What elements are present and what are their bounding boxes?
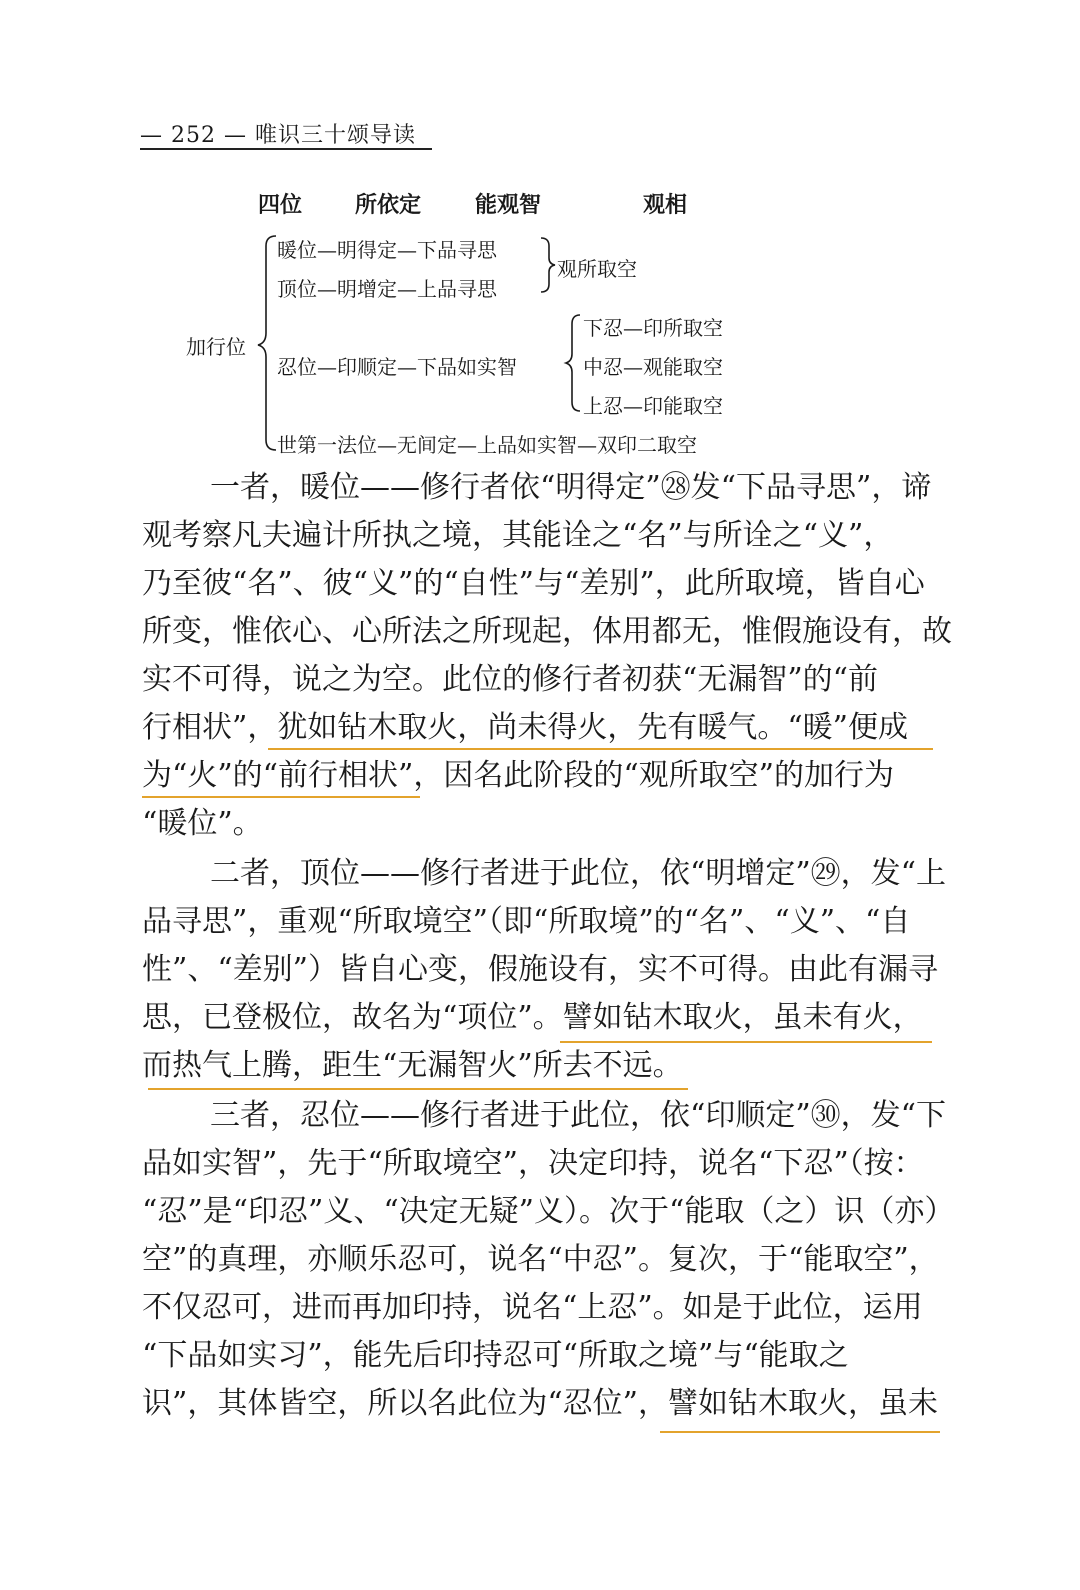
body-line-9: 二者，顶位——修行者进于此位，依“明增定”㉙，发“上 (210, 856, 947, 891)
column-header-wisdom: 能观智 (475, 192, 542, 218)
sub-brace (566, 315, 580, 411)
highlight-underline (560, 1041, 932, 1043)
body-line-8: “暖位”。 (142, 806, 263, 841)
diagram-sub-item-upper: 上忍—印能取空 (583, 394, 723, 418)
diagram-sub-item-middle: 中忍—观能取空 (583, 355, 723, 379)
body-line-14: 三者，忍位——修行者进于此位，依“印顺定”㉚，发“下 (210, 1098, 947, 1133)
diagram-group-label: 观所取空 (557, 257, 637, 281)
body-line-20: 识”，其体皆空，所以名此位为“忍位”，譬如钻木取火，虽未 (142, 1386, 939, 1421)
body-line-7: 为“火”的“前行相状”，因名此阶段的“观所取空”的加行为 (142, 758, 895, 793)
column-header-aspect: 观相 (643, 192, 688, 218)
body-line-4: 所变，惟依心、心所法之所现起，体用都无，惟假施设有，故 (142, 614, 952, 649)
diagram-root-label: 加行位 (186, 335, 246, 359)
body-line-5: 实不可得，说之为空。此位的修行者初获“无漏智”的“前 (142, 662, 879, 697)
diagram-row-warm: 暖位—明得定—下品寻思 (277, 238, 497, 262)
body-line-2: 观考察凡夫遍计所执之境，其能诠之“名”与所诠之“义”， (142, 518, 894, 553)
highlight-underline (148, 1088, 688, 1090)
body-line-1: 一者，暖位——修行者依“明得定”㉘发“下品寻思”，谛 (210, 470, 932, 505)
diagram-brackets (0, 0, 1080, 480)
body-line-3: 乃至彼“名”、彼“义”的“自性”与“差别”，此所取境，皆自心 (142, 566, 925, 601)
body-line-12: 思，已登极位，故名为“项位”。譬如钻木取火，虽未有火， (142, 1000, 923, 1035)
main-brace (258, 236, 276, 450)
body-line-17: 空”的真理，亦顺乐忍可，说名“中忍”。复次，于“能取空”， (142, 1242, 939, 1277)
column-header-four-stages: 四位 (258, 192, 303, 218)
highlight-underline (660, 1431, 940, 1433)
diagram-row-patience: 忍位—印顺定—下品如实智 (277, 355, 517, 379)
running-header: — 252 — 唯识三十颂导读 (140, 123, 416, 148)
body-line-6: 行相状”，犹如钻木取火，尚未得火，先有暖气。“暖”便成 (142, 710, 909, 745)
column-header-samadhi: 所依定 (355, 192, 422, 218)
body-line-15: 品如实智”，先于“所取境空”，决定印持，说名“下忍”（按： (142, 1146, 924, 1181)
group-brace (541, 238, 555, 292)
diagram-row-supreme: 世第一法位—无间定—上品如实智—双印二取空 (277, 433, 697, 457)
diagram-row-summit: 顶位—明增定—上品寻思 (277, 277, 497, 301)
body-line-18: 不仅忍可，进而再加印持，说名“上忍”。如是于此位，运用 (142, 1290, 923, 1325)
body-line-10: 品寻思”，重观“所取境空”（即“所取境”的“名”、“义”、“自 (142, 904, 911, 939)
body-line-16: “忍”是“印忍”义、“决定无疑”义）。次于“能取（之）识（亦） (142, 1194, 955, 1229)
diagram-sub-item-lower: 下忍—印所取空 (583, 316, 723, 340)
body-line-19: “下品如实习”，能先后印持忍可“所取之境”与“能取之 (142, 1338, 849, 1373)
highlight-underline (142, 796, 420, 798)
highlight-underline (268, 748, 933, 750)
body-line-11: 性”、“差别”）皆自心变，假施设有，实不可得。由此有漏寻 (142, 952, 939, 987)
body-line-13: 而热气上腾，距生“无漏智火”所去不远。 (142, 1048, 683, 1083)
